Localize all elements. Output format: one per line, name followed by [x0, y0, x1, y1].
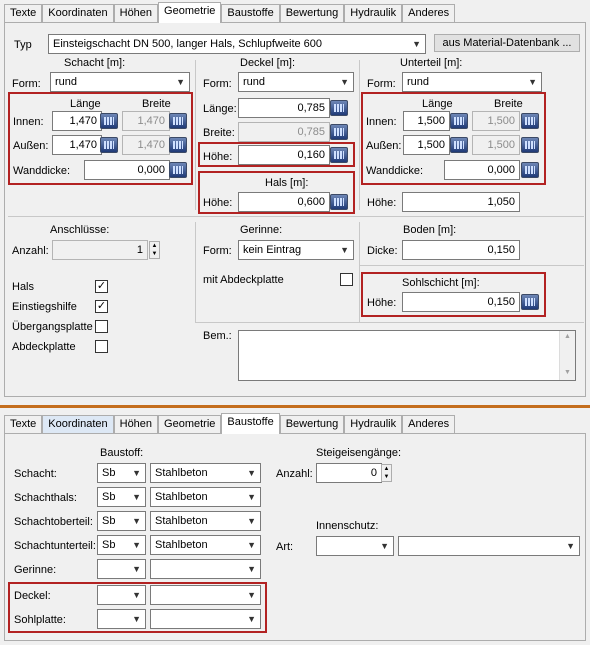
boden-dicke-input[interactable]: 0,150 [402, 240, 520, 260]
tab-hydraulik[interactable]: Hydraulik [344, 415, 402, 433]
chevron-down-icon: ▼ [132, 516, 141, 526]
calculator-icon[interactable] [521, 113, 539, 129]
check-label-abdeckplatte: Abdeckplatte [12, 341, 76, 353]
hals-hoehe-input[interactable]: 0,600 [238, 192, 330, 212]
spin-down-icon[interactable]: ▼ [383, 474, 390, 480]
mit-abdeckplatte-checkbox[interactable] [340, 273, 353, 286]
anzahl-label: Anzahl: [12, 245, 49, 257]
unterteil-breite-header: Breite [494, 98, 523, 110]
unterteil-innen-breite: 1,500 [472, 111, 520, 131]
schacht-form-select[interactable] [50, 72, 190, 92]
unterteil-title: Unterteil [m]: [400, 57, 463, 69]
calculator-icon[interactable] [169, 113, 187, 129]
deckel-breite-label: Breite: [203, 127, 235, 139]
schacht-form-label: Form: [12, 78, 41, 90]
typ-label: Typ [14, 39, 32, 51]
chevron-down-icon: ▼ [247, 492, 256, 502]
tab-bewertung[interactable]: Bewertung [280, 415, 345, 433]
anschluesse-title: Anschlüsse: [50, 224, 110, 236]
schacht-wand-input[interactable]: 0,000 [84, 160, 170, 180]
material-value: Stahlbeton [155, 491, 208, 503]
schachthals-code-select[interactable] [97, 487, 146, 507]
boden-dicke-label: Dicke: [367, 245, 398, 257]
schacht-wand-label: Wanddicke: [13, 165, 71, 177]
separator [8, 216, 584, 217]
einstiegshilfe-checkbox[interactable]: ✓ [96, 300, 107, 312]
chevron-down-icon: ▼ [247, 540, 256, 550]
hals-title: Hals [m]: [265, 177, 309, 189]
sohlschicht-title: Sohlschicht [m]: [402, 277, 480, 289]
bem-textarea[interactable] [238, 330, 576, 381]
calculator-icon[interactable] [330, 100, 348, 116]
row-label-schachtunterteil: Schachtunterteil: [14, 540, 96, 552]
gerinne-material-select[interactable] [150, 559, 261, 579]
chevron-down-icon: ▼ [176, 77, 185, 87]
deckel-title: Deckel [m]: [240, 57, 296, 69]
hals-checkbox[interactable]: ✓ [96, 280, 107, 292]
row-label-schacht: Schacht: [14, 468, 57, 480]
deckel-breite-input: 0,785 [238, 122, 330, 142]
check-label-uebergangsplatte: Übergangsplatte [12, 321, 93, 333]
calculator-icon[interactable] [521, 162, 539, 178]
schacht-code-select[interactable] [97, 463, 146, 483]
deckel-form-label: Form: [203, 78, 232, 90]
uebergangsplatte-checkbox[interactable] [95, 320, 108, 333]
gerinne-code-select[interactable] [97, 559, 146, 579]
material-value: Stahlbeton [155, 539, 208, 551]
chevron-down-icon: ▼ [132, 540, 141, 550]
chevron-down-icon: ▼ [247, 516, 256, 526]
art-label: Art: [276, 541, 294, 553]
calculator-icon[interactable] [450, 137, 468, 153]
tab-koordinaten[interactable]: Koordinaten [42, 4, 113, 22]
chevron-down-icon: ▼ [132, 492, 141, 502]
schacht-form-value: rund [55, 76, 78, 88]
bottom-tab-bar [4, 413, 455, 432]
unterteil-aussen-breite: 1,500 [472, 135, 520, 155]
schacht-breite-header: Breite [142, 98, 171, 110]
sohlschicht-hoehe-label: Höhe: [367, 297, 397, 309]
hals-hoehe-label: Höhe: [203, 197, 233, 209]
separator [359, 60, 360, 210]
chevron-down-icon: ▼ [566, 541, 575, 551]
gerinne-form-select[interactable] [238, 240, 354, 260]
sohlplatte-material-select[interactable] [150, 609, 261, 629]
material-db-button[interactable]: aus Material-Datenbank ... [434, 34, 580, 52]
steig-anzahl-input[interactable]: 0 [316, 463, 382, 483]
steig-anzahl-label: Anzahl: [276, 468, 313, 480]
tab-texte[interactable]: Texte [4, 4, 42, 22]
code-value: Sb [102, 515, 116, 527]
schacht-innen-laenge[interactable]: 1,470 [52, 111, 102, 131]
separator [359, 265, 584, 266]
abdeckplatte-checkbox[interactable] [95, 340, 108, 353]
calculator-icon[interactable] [330, 124, 348, 140]
chevron-down-icon: ▼ [132, 468, 141, 478]
calculator-icon[interactable] [521, 294, 539, 310]
deckel-code-select[interactable] [97, 585, 146, 605]
typ-select[interactable] [48, 34, 426, 54]
unterteil-aussen-laenge[interactable]: 1,500 [403, 135, 450, 155]
innenschutz-code-select[interactable] [316, 536, 394, 556]
schachtunterteil-code-select[interactable] [97, 535, 146, 555]
schachtunterteil-material-select[interactable] [150, 535, 261, 555]
row-label-schachthals: Schachthals: [14, 492, 77, 504]
tab-bewertung[interactable]: Bewertung [280, 4, 345, 22]
schacht-title: Schacht [m]: [64, 57, 126, 69]
chevron-down-icon: ▼ [247, 564, 256, 574]
unterteil-aussen-label: Außen: [366, 140, 402, 152]
schachtoberteil-material-select[interactable] [150, 511, 261, 531]
unterteil-wand-input[interactable]: 0,000 [444, 160, 520, 180]
baustoff-title: Baustoff: [100, 447, 144, 459]
check-label-einstiegshilfe: Einstiegshilfe [12, 301, 77, 313]
unterteil-hoehe-input[interactable]: 1,050 [402, 192, 520, 212]
schachthals-material-select[interactable] [150, 487, 261, 507]
mit-abdeckplatte-label: mit Abdeckplatte [203, 274, 284, 286]
calculator-icon[interactable] [330, 194, 348, 210]
tab-hoehen[interactable]: Höhen [114, 4, 158, 22]
bem-label: Bem.: [203, 330, 232, 342]
schacht-laenge-header: Länge [70, 98, 101, 110]
separator [195, 222, 196, 322]
calculator-icon[interactable] [100, 113, 118, 129]
calculator-icon[interactable] [169, 137, 187, 153]
chevron-down-icon: ▼ [340, 245, 349, 255]
chevron-down-icon: ▼ [132, 590, 141, 600]
tab-geometrie[interactable]: Geometrie [158, 2, 221, 23]
row-label-gerinne: Gerinne: [14, 564, 57, 576]
tab-baustoffe[interactable]: Baustoffe [221, 413, 279, 434]
chevron-down-icon: ▼ [340, 77, 349, 87]
unterteil-laenge-header: Länge [422, 98, 453, 110]
boden-title: Boden [m]: [403, 224, 457, 236]
separator [359, 222, 360, 322]
tab-anderes[interactable]: Anderes [402, 4, 455, 22]
unterteil-wand-label: Wanddicke: [366, 165, 424, 177]
row-label-sohlplatte: Sohlplatte: [14, 614, 66, 626]
unterteil-form-label: Form: [367, 78, 396, 90]
deckel-laenge-label: Länge: [203, 103, 237, 115]
tab-texte[interactable]: Texte [4, 415, 42, 433]
bem-scrollbar[interactable] [559, 331, 575, 380]
gerinne-form-label: Form: [203, 245, 232, 257]
sohlplatte-code-select[interactable] [97, 609, 146, 629]
chevron-down-icon: ▼ [247, 468, 256, 478]
deckel-laenge-input[interactable]: 0,785 [238, 98, 330, 118]
typ-value: Einsteigschacht DN 500, langer Hals, Schlupfweite 600 [53, 38, 323, 50]
schacht-aussen-label: Außen: [13, 140, 49, 152]
calculator-icon[interactable] [450, 113, 468, 129]
anschluesse-anzahl-input[interactable]: 1 [52, 240, 148, 260]
chevron-down-icon: ▼ [247, 590, 256, 600]
deckel-hoehe-label: Höhe: [203, 151, 233, 163]
code-value: Sb [102, 491, 116, 503]
tab-hoehen[interactable]: Höhen [114, 415, 158, 433]
chevron-down-icon: ▼ [380, 541, 389, 551]
row-label-schachtoberteil: Schachtoberteil: [14, 516, 93, 528]
gerinne-form-value: kein Eintrag [243, 244, 302, 256]
anzahl-spinner[interactable] [149, 241, 160, 259]
code-value: Sb [102, 467, 116, 479]
unterteil-hoehe-label: Höhe: [367, 197, 397, 209]
steig-spinner[interactable] [381, 464, 392, 482]
calculator-icon[interactable] [330, 147, 348, 163]
code-value: Sb [102, 539, 116, 551]
calculator-icon[interactable] [169, 162, 187, 178]
unterteil-form-select[interactable] [402, 72, 542, 92]
deckel-material-select[interactable] [150, 585, 261, 605]
deckel-hoehe-input[interactable]: 0,160 [238, 145, 330, 165]
tab-hydraulik[interactable]: Hydraulik [344, 4, 402, 22]
calculator-icon[interactable] [100, 137, 118, 153]
material-value: Stahlbeton [155, 467, 208, 479]
calculator-icon[interactable] [521, 137, 539, 153]
innenschutz-title: Innenschutz: [316, 520, 379, 532]
tab-koordinaten[interactable]: Koordinaten [42, 415, 113, 433]
schachtoberteil-code-select[interactable] [97, 511, 146, 531]
material-value: Stahlbeton [155, 515, 208, 527]
chevron-down-icon: ▼ [132, 614, 141, 624]
innenschutz-art-select[interactable] [398, 536, 580, 556]
chevron-down-icon: ▼ [412, 39, 421, 49]
spin-down-icon[interactable]: ▼ [151, 251, 158, 257]
tab-baustoffe[interactable]: Baustoffe [221, 4, 279, 22]
schacht-innen-label: Innen: [13, 116, 44, 128]
tab-anderes[interactable]: Anderes [402, 415, 455, 433]
tab-geometrie[interactable]: Geometrie [158, 415, 221, 433]
unterteil-form-value: rund [407, 76, 430, 88]
schacht-aussen-breite: 1,470 [122, 135, 170, 155]
chevron-down-icon: ▼ [132, 564, 141, 574]
row-label-deckel: Deckel: [14, 590, 51, 602]
steig-title: Steigeisengänge: [316, 447, 402, 459]
check-label-hals: Hals [12, 281, 35, 293]
deckel-form-value: rund [243, 76, 266, 88]
deckel-form-select[interactable] [238, 72, 354, 92]
top-tab-bar [4, 2, 455, 21]
scroll-down-icon[interactable]: ▼ [564, 369, 571, 376]
sohlschicht-hoehe-input[interactable]: 0,150 [402, 292, 520, 312]
unterteil-innen-laenge[interactable]: 1,500 [403, 111, 450, 131]
schacht-aussen-laenge[interactable]: 1,470 [52, 135, 102, 155]
separator [195, 322, 584, 323]
screenshot-divider [0, 405, 590, 408]
chevron-down-icon: ▼ [247, 614, 256, 624]
separator [195, 60, 196, 210]
unterteil-innen-label: Innen: [366, 116, 397, 128]
schacht-material-select[interactable] [150, 463, 261, 483]
gerinne-title: Gerinne: [240, 224, 283, 236]
scroll-up-icon[interactable]: ▲ [564, 333, 571, 340]
schacht-innen-breite: 1,470 [122, 111, 170, 131]
spin-up-icon[interactable]: ▲ [151, 243, 158, 249]
spin-up-icon[interactable]: ▲ [383, 466, 390, 472]
chevron-down-icon: ▼ [528, 77, 537, 87]
